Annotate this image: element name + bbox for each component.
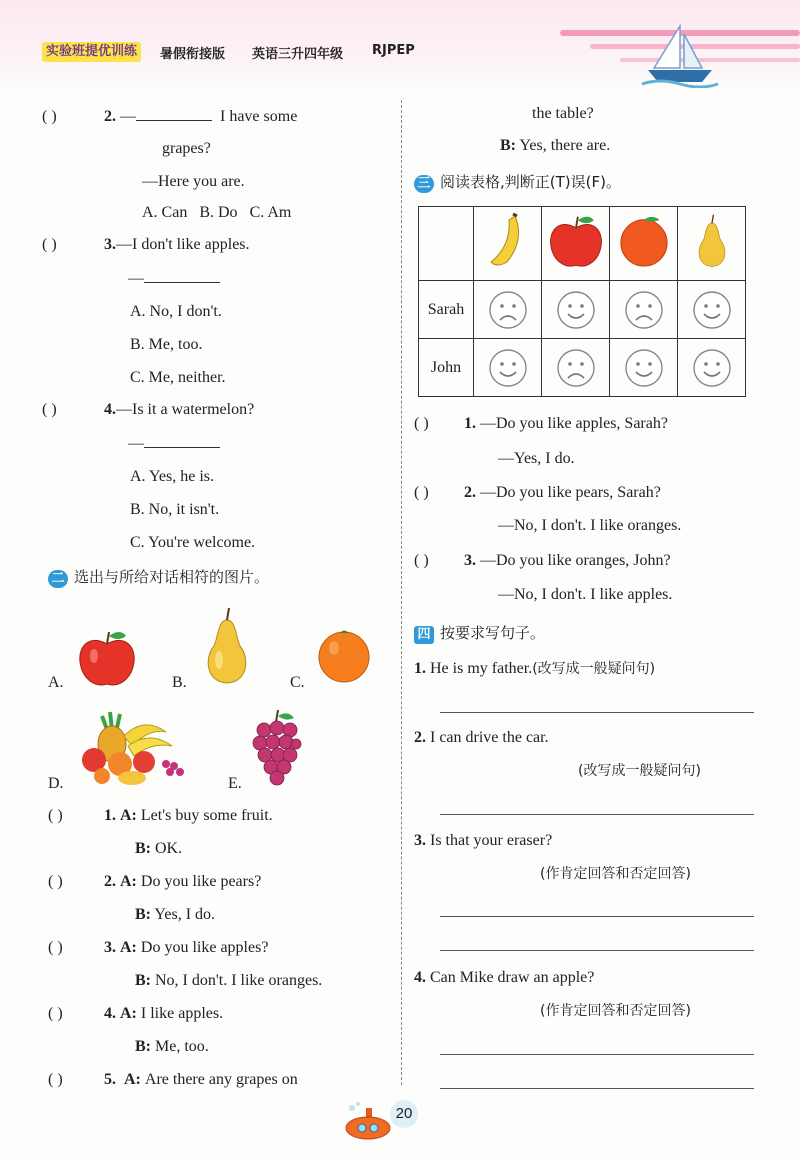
- s4-item-3-hint: (作肯定回答和否定回答): [540, 866, 691, 882]
- face-cell: [542, 339, 610, 397]
- happy-face-icon: [624, 348, 664, 388]
- orange-picture: [316, 628, 372, 684]
- q2-reply: —Here you are.: [142, 173, 245, 190]
- s2-dialog-1-b: B: OK.: [135, 840, 183, 857]
- s2-dialog-4-a: ( ) 4. A: I like apples.: [48, 1005, 224, 1022]
- happy-face-icon: [488, 348, 528, 388]
- q3-option-a: A. No, I don't.: [130, 303, 222, 320]
- code-label: RJPEP: [372, 43, 415, 58]
- grapes-picture: [252, 708, 302, 786]
- s3-q1: ( ) 1. —Do you like apples, Sarah?: [414, 415, 668, 432]
- s2-dialog-5-b: B: Yes, there are.: [500, 137, 611, 154]
- answer-line[interactable]: [440, 1054, 754, 1055]
- edition-label: 暑假衔接版: [160, 47, 226, 62]
- q4-option-a: A. Yes, he is.: [130, 468, 215, 485]
- s3-q3: ( ) 3. —Do you like oranges, John?: [414, 552, 671, 569]
- submarine-icon: [340, 1100, 396, 1142]
- answer-blank[interactable]: [144, 268, 220, 283]
- subject-label: 英语三升四年级: [252, 47, 344, 62]
- s4-item-4: 4. Can Mike draw an apple?: [414, 969, 595, 986]
- face-cell: [678, 281, 746, 339]
- table-header-pear: [678, 207, 746, 281]
- s3-a3: —No, I don't. I like apples.: [498, 586, 673, 603]
- s4-item-2-hint: (改写成一般疑问句): [578, 763, 701, 779]
- s2-dialog-2-b: B: Yes, I do.: [135, 906, 216, 923]
- s3-a2: —No, I don't. I like oranges.: [498, 517, 682, 534]
- q3-question: ( ) 3.—I don't like apples.: [42, 236, 250, 253]
- face-cell: [678, 339, 746, 397]
- sad-face-icon: [556, 348, 596, 388]
- fruit-table: [418, 206, 746, 397]
- s2-dialog-4-b: B: Me, too.: [135, 1038, 209, 1055]
- pic-label-b: B.: [172, 674, 187, 691]
- section4-title: 四 按要求写句子。: [414, 623, 545, 644]
- s3-a1: —Yes, I do.: [498, 450, 575, 467]
- pic-label-a: A.: [48, 674, 64, 691]
- s4-item-3: 3. Is that your eraser?: [414, 832, 553, 849]
- pic-label-c: C.: [290, 674, 305, 691]
- face-cell: [542, 281, 610, 339]
- column-divider: [401, 100, 402, 1085]
- q2-line1: ( ) 2. — I have some: [42, 108, 298, 125]
- section2-title: 二 选出与所给对话相符的图片。: [48, 567, 269, 588]
- answer-line[interactable]: [440, 712, 754, 713]
- table-corner: [419, 207, 474, 281]
- q2-line2: grapes?: [162, 140, 211, 157]
- answer-blank[interactable]: [136, 106, 212, 121]
- section3-title: 三 阅读表格,判断正(T)误(F)。: [414, 172, 621, 193]
- s3-q2: ( ) 2. —Do you like pears, Sarah?: [414, 484, 661, 501]
- s2-dialog-2-a: ( ) 2. A: Do you like pears?: [48, 873, 262, 890]
- s4-item-1: 1. He is my father.(改写成一般疑问句): [414, 660, 656, 677]
- s2-dialog-1-a: ( ) 1. A: Let's buy some fruit.: [48, 807, 273, 824]
- table-header-apple: [542, 207, 610, 281]
- happy-face-icon: [692, 348, 732, 388]
- answer-line[interactable]: [440, 916, 754, 917]
- answer-blank[interactable]: [144, 433, 220, 448]
- pic-label-d: D.: [48, 775, 64, 792]
- s2-dialog-3-b: B: No, I don't. I like oranges.: [135, 972, 323, 989]
- fruit-basket-picture: [74, 706, 190, 786]
- pic-label-e: E.: [228, 775, 242, 792]
- table-row-name: Sarah: [419, 281, 474, 339]
- happy-face-icon: [692, 290, 732, 330]
- orange-icon: [617, 214, 671, 268]
- section2-badge: 二: [48, 570, 68, 588]
- q4-reply: —: [128, 433, 220, 454]
- apple-picture: [76, 628, 138, 688]
- q3-option-b: B. Me, too.: [130, 336, 203, 353]
- pear-picture: [198, 606, 256, 686]
- table-row-name: John: [419, 339, 474, 397]
- table-header-orange: [610, 207, 678, 281]
- page-number: 20: [390, 1100, 418, 1128]
- s4-item-2: 2. I can drive the car.: [414, 729, 549, 746]
- face-cell: [610, 339, 678, 397]
- face-cell: [474, 339, 542, 397]
- q4-option-c: C. You're welcome.: [130, 534, 256, 551]
- answer-line[interactable]: [440, 1088, 754, 1089]
- answer-line[interactable]: [440, 814, 754, 815]
- sad-face-icon: [624, 290, 664, 330]
- q3-option-c: C. Me, neither.: [130, 369, 226, 386]
- s4-item-4-hint: (作肯定回答和否定回答): [540, 1003, 691, 1019]
- q3-reply: —: [128, 268, 220, 289]
- section4-badge: 四: [414, 626, 434, 644]
- header-banner: [0, 0, 800, 88]
- s2-dialog-5-a-cont: the table?: [532, 105, 594, 122]
- sad-face-icon: [488, 290, 528, 330]
- banana-icon: [485, 212, 531, 270]
- q4-option-b: B. No, it isn't.: [130, 501, 220, 518]
- face-cell: [610, 281, 678, 339]
- table-header-banana: [474, 207, 542, 281]
- pear-icon: [692, 212, 732, 270]
- face-cell: [474, 281, 542, 339]
- apple-icon: [547, 212, 605, 270]
- sailboat-icon: [640, 22, 720, 88]
- section3-badge: 三: [414, 175, 434, 193]
- q2-options: A. Can B. Do C. Am: [142, 204, 292, 221]
- answer-line[interactable]: [440, 950, 754, 951]
- happy-face-icon: [556, 290, 596, 330]
- s2-dialog-5-a: ( ) 5. A: Are there any grapes on: [48, 1071, 298, 1088]
- series-badge: 实验班提优训练: [42, 42, 141, 62]
- s2-dialog-3-a: ( ) 3. A: Do you like apples?: [48, 939, 269, 956]
- q4-question: ( ) 4.—Is it a watermelon?: [42, 401, 255, 418]
